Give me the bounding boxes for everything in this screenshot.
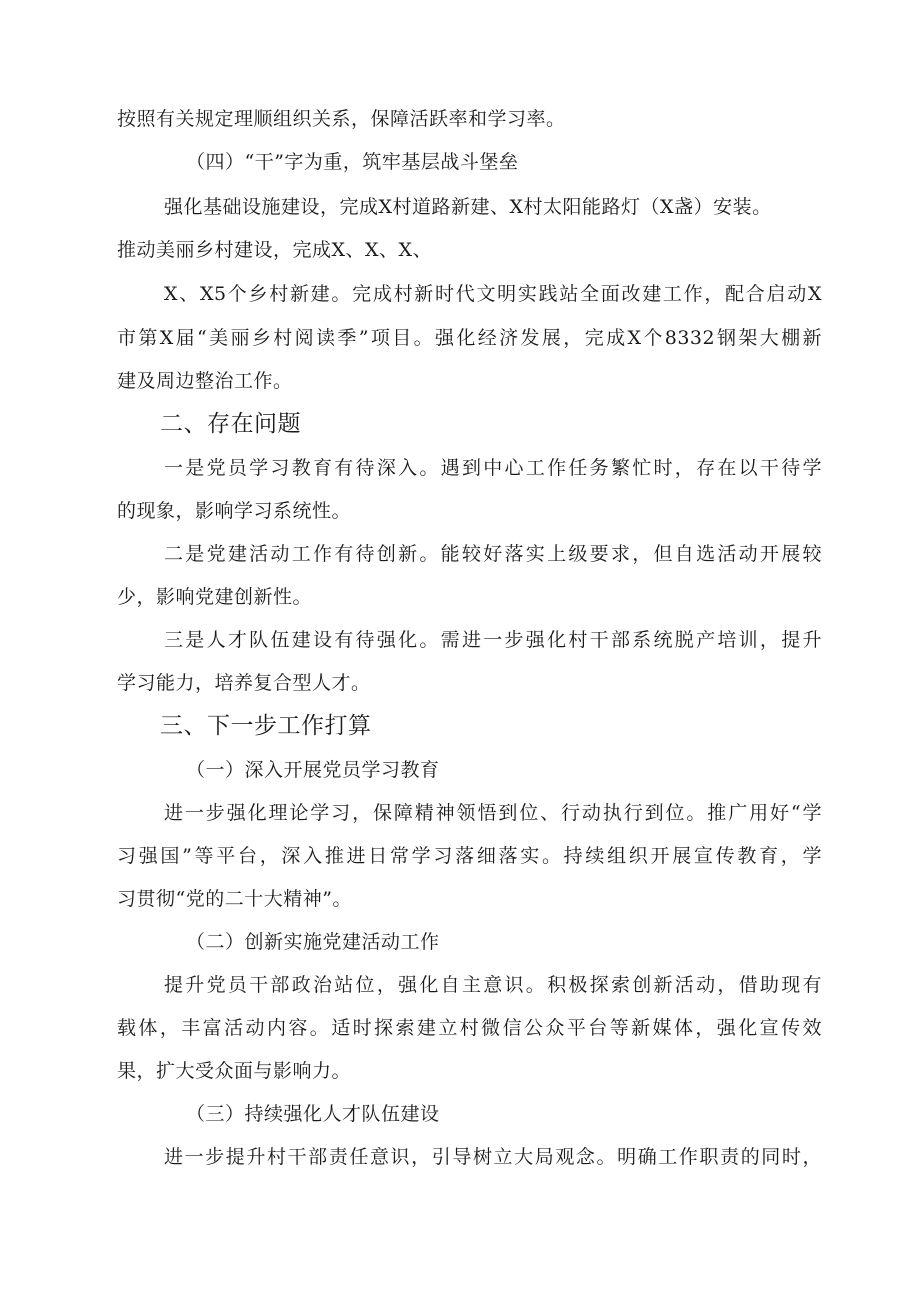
paragraph-line: X、X5个乡村新建。完成村新时代文明实践站全面改建工作，配合启动X — [164, 283, 822, 305]
paragraph-line: 习贯彻“党的二十大精神”。 — [117, 888, 352, 910]
paragraph-line: 载体，丰富活动内容。适时探索建立村微信公众平台等新媒体，强化宣传效 — [117, 1017, 822, 1039]
paragraph-line: 按照有关规定理顺组织关系，保障活跃率和学习率。 — [117, 108, 566, 130]
section-heading: 三、下一步工作打算 — [160, 713, 372, 739]
paragraph-line: 三是人才队伍建设有待强化。需进一步强化村干部系统脱产培训，提升 — [164, 629, 822, 651]
subsection-heading: （三）持续强化人才队伍建设 — [186, 1103, 440, 1125]
paragraph-line: 少，影响党建创新性。 — [117, 586, 313, 608]
paragraph-line: 推动美丽乡村建设，完成X、X、X、 — [117, 239, 433, 261]
subsection-heading: （二）创新实施党建活动工作 — [186, 931, 440, 953]
paragraph-line: 习强国”等平台，深入推进日常学习落细落实。持续组织开展宣传教育，学 — [117, 845, 822, 867]
paragraph-line: 市第X届“美丽乡村阅读季”项目。强化经济发展，完成X个8332钢架大棚新 — [117, 327, 822, 349]
paragraph-line: 进一步提升村干部责任意识，引导树立大局观念。明确工作职责的同时， — [164, 1146, 822, 1168]
section-heading: 二、存在问题 — [160, 411, 301, 437]
paragraph-line: 二是党建活动工作有待创新。能较好落实上级要求，但自选活动开展较 — [164, 543, 822, 565]
paragraph-line: 果，扩大受众面与影响力。 — [117, 1060, 352, 1082]
paragraph-line: 提升党员干部政治站位，强化自主意识。积极探索创新活动，借助现有 — [164, 974, 822, 996]
paragraph-line: 建及周边整治工作。 — [117, 370, 293, 392]
paragraph-line: 学习能力，培养复合型人才。 — [117, 672, 371, 694]
paragraph-line: 的现象，影响学习系统性。 — [117, 500, 352, 522]
subsection-heading: （一）深入开展党员学习教育 — [186, 759, 440, 781]
paragraph-line: 一是党员学习教育有待深入。遇到中心工作任务繁忙时，存在以干待学 — [164, 457, 822, 479]
paragraph-line: 强化基础设施建设，完成X村道路新建、X村太阳能路灯（X盏）安装。 — [164, 196, 772, 218]
paragraph-line: 进一步强化理论学习，保障精神领悟到位、行动执行到位。推广用好“学 — [164, 802, 822, 824]
subsection-heading: （四）“干”字为重，筑牢基层战斗堡垒 — [186, 151, 519, 173]
